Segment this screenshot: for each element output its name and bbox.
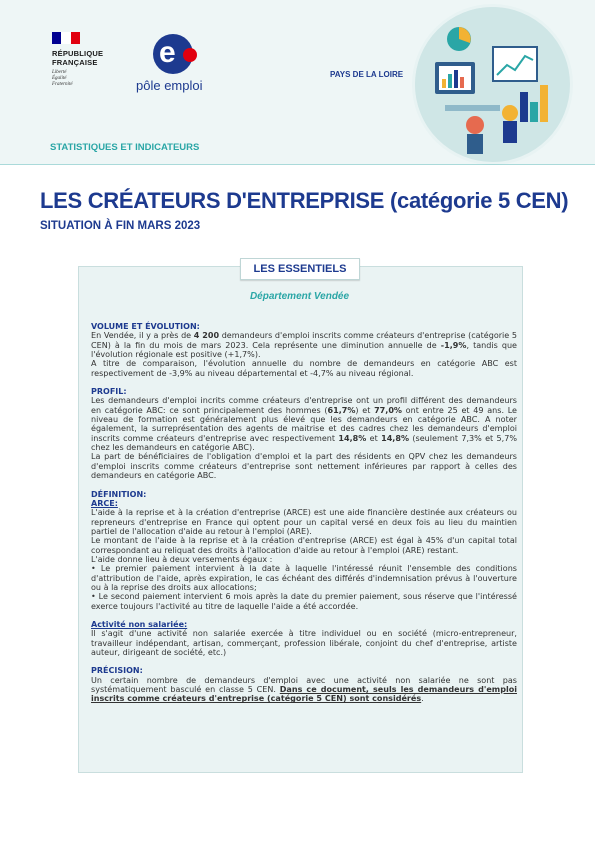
rf-name-line2: FRANÇAISE <box>52 58 98 67</box>
definition-paragraph-1: L'aide à la reprise et à la création d'entreprise (ARCE) est une aide financière destinée aux créateurs ou repreneurs d'entreprise en France qui optent pour un capital versé en deux fois au lieu du maintien partiel de l'allocation d'aide au retour à l'emploi (ARE). <box>91 508 517 536</box>
department-label: Département Vendée <box>249 291 350 302</box>
header-divider <box>0 164 595 165</box>
volume-evolution: -1,9% <box>440 340 467 350</box>
rf-motto-fraternite: Fraternité <box>52 82 73 87</box>
profil-text-4: et <box>366 433 382 443</box>
volume-text-1: En Vendée, il y a près de <box>91 331 194 341</box>
essentiels-title: LES ESSENTIELS <box>240 258 360 280</box>
volume-paragraph-1 <box>91 331 517 359</box>
definition-bullet-2: • Le second paiement intervient 6 mois après la date du premier paiement, sous réserve que l'intéressé exerce toujours l'activité au titre de laquelle l'aide a été accordée. <box>91 592 517 611</box>
volume-text-2: demandeurs d'emploi inscrits comme créateurs d'entreprise (catégorie 5 CEN) à la fin du mois de mars 2023. Cela représente une diminution annuelle de <box>91 331 517 350</box>
profil-text-3: ont entre 25 et 49 ans. Le niveau de formation est généralement plus élevé que les demandeurs en catégorie ABC. A noter également, la surreprésentation des agents de maitrise et des cadres chez les demandeurs d'emploi inscrits comme créateurs d'entreprise avec respectivement <box>91 405 517 443</box>
republique-francaise-logo <box>52 32 122 88</box>
activite-non-salariee-text: Il s'agit d'une activité non salariée exercée à titre individuel ou en société (micro-entrepreneur, travailleur indépendant, artisan, commerçant, profession libérale, conjoint du chef d'entreprise, artiste auteur, dirigeant de société, etc.) <box>91 629 517 657</box>
pole-emploi-wordmark: pôle emploi <box>136 78 203 93</box>
pole-emploi-logo: e <box>153 34 193 74</box>
profil-text-1: Les demandeurs d'emploi incrits comme créateurs d'entreprise ont un profil différent des demandeurs en catégorie ABC: ce sont principalement des hommes ( <box>91 396 517 415</box>
volume-count: 4 200 <box>193 331 220 341</box>
header-band <box>0 0 595 165</box>
precision-emphasis: Dans ce document, seuls les demandeurs d'emploi inscrits comme créateurs d'entreprise (catégorie 5 CEN) sont considérés <box>91 685 517 704</box>
section-label: STATISTIQUES ET INDICATEURS <box>50 142 200 153</box>
data-analysis-illustration <box>412 4 573 165</box>
definition-heading: DÉFINITION: <box>91 489 147 499</box>
rf-motto-egalite: Égalité <box>52 76 67 81</box>
essentiels-content <box>91 322 517 704</box>
profil-heading: PROFIL: <box>91 387 127 397</box>
definition-paragraph-2: Le montant de l'aide à la reprise et à la création d'entreprise (ARCE) est égal à 45% d'un capital total correspondant au reliquat des droits à l'allocation d'aide au retour à l'emploi (ARE) restant. <box>91 536 517 555</box>
profil-cadres-share: 14,8% <box>381 433 410 443</box>
activite-non-salariee-label: Activité non salariée: <box>91 619 188 629</box>
arce-label: ARCE: <box>91 498 118 508</box>
profil-paragraph-2: La part de bénéficiaires de l'obligation d'emploi et la part des résidents en QPV chez les demandeurs d'emploi inscrits comme créateurs d'entreprise sont nettement inférieures par rapport à celles des demandeurs en catégorie ABC. <box>91 452 517 481</box>
profil-text-2: ) et <box>355 405 375 415</box>
precision-paragraph <box>91 676 517 704</box>
precision-heading: PRÉCISION: <box>91 666 143 676</box>
profil-men-share: 61,7% <box>327 405 356 415</box>
precision-text-2: . <box>421 694 424 704</box>
volume-text-3: , tandis que l'évolution régionale est positive (+1,7%). <box>91 340 517 360</box>
page-subtitle: SITUATION À FIN MARS 2023 <box>40 220 201 232</box>
rf-motto-liberte: Liberté <box>52 70 67 75</box>
definition-bullet-1: • Le premier paiement intervient à la date à laquelle l'intéressé réunit l'ensemble des conditions d'attribution de l'aide, après expiration, le cas échéant des différés d'indemnisation prévus à l'ouverture ou à la reprise des droits aux allocations; <box>91 564 517 592</box>
rf-motto <box>52 70 122 88</box>
volume-heading: VOLUME ET ÉVOLUTION: <box>91 322 200 331</box>
definition-paragraph-3: L'aide donne lieu à deux versements égaux : <box>91 554 273 564</box>
precision-text-1: Un certain nombre de demandeurs d'emploi avec une activité non salariée ne sont pas systématiquement basculé en classe 5 CEN. <box>91 675 517 695</box>
profil-paragraph-1 <box>91 396 517 452</box>
rf-name-line1: RÉPUBLIQUE <box>52 49 104 58</box>
profil-text-5: (seulement 7,3% et 5,7% chez les demandeurs en catégorie ABC). <box>91 433 517 453</box>
marianne-flag-icon <box>52 32 80 44</box>
profil-agents-share: 14,8% <box>338 433 367 443</box>
page-title: LES CRÉATEURS D'ENTREPRISE (catégorie 5 CEN) <box>40 188 569 213</box>
region-label: PAYS DE LA LOIRE <box>330 70 404 79</box>
volume-paragraph-2: A titre de comparaison, l'évolution annuelle du nombre de demandeurs en catégorie ABC est respectivement de -3,9% au niveau départemental et -4,7% au niveau régional. <box>91 359 517 378</box>
profil-age-share: 77,0% <box>374 405 402 415</box>
